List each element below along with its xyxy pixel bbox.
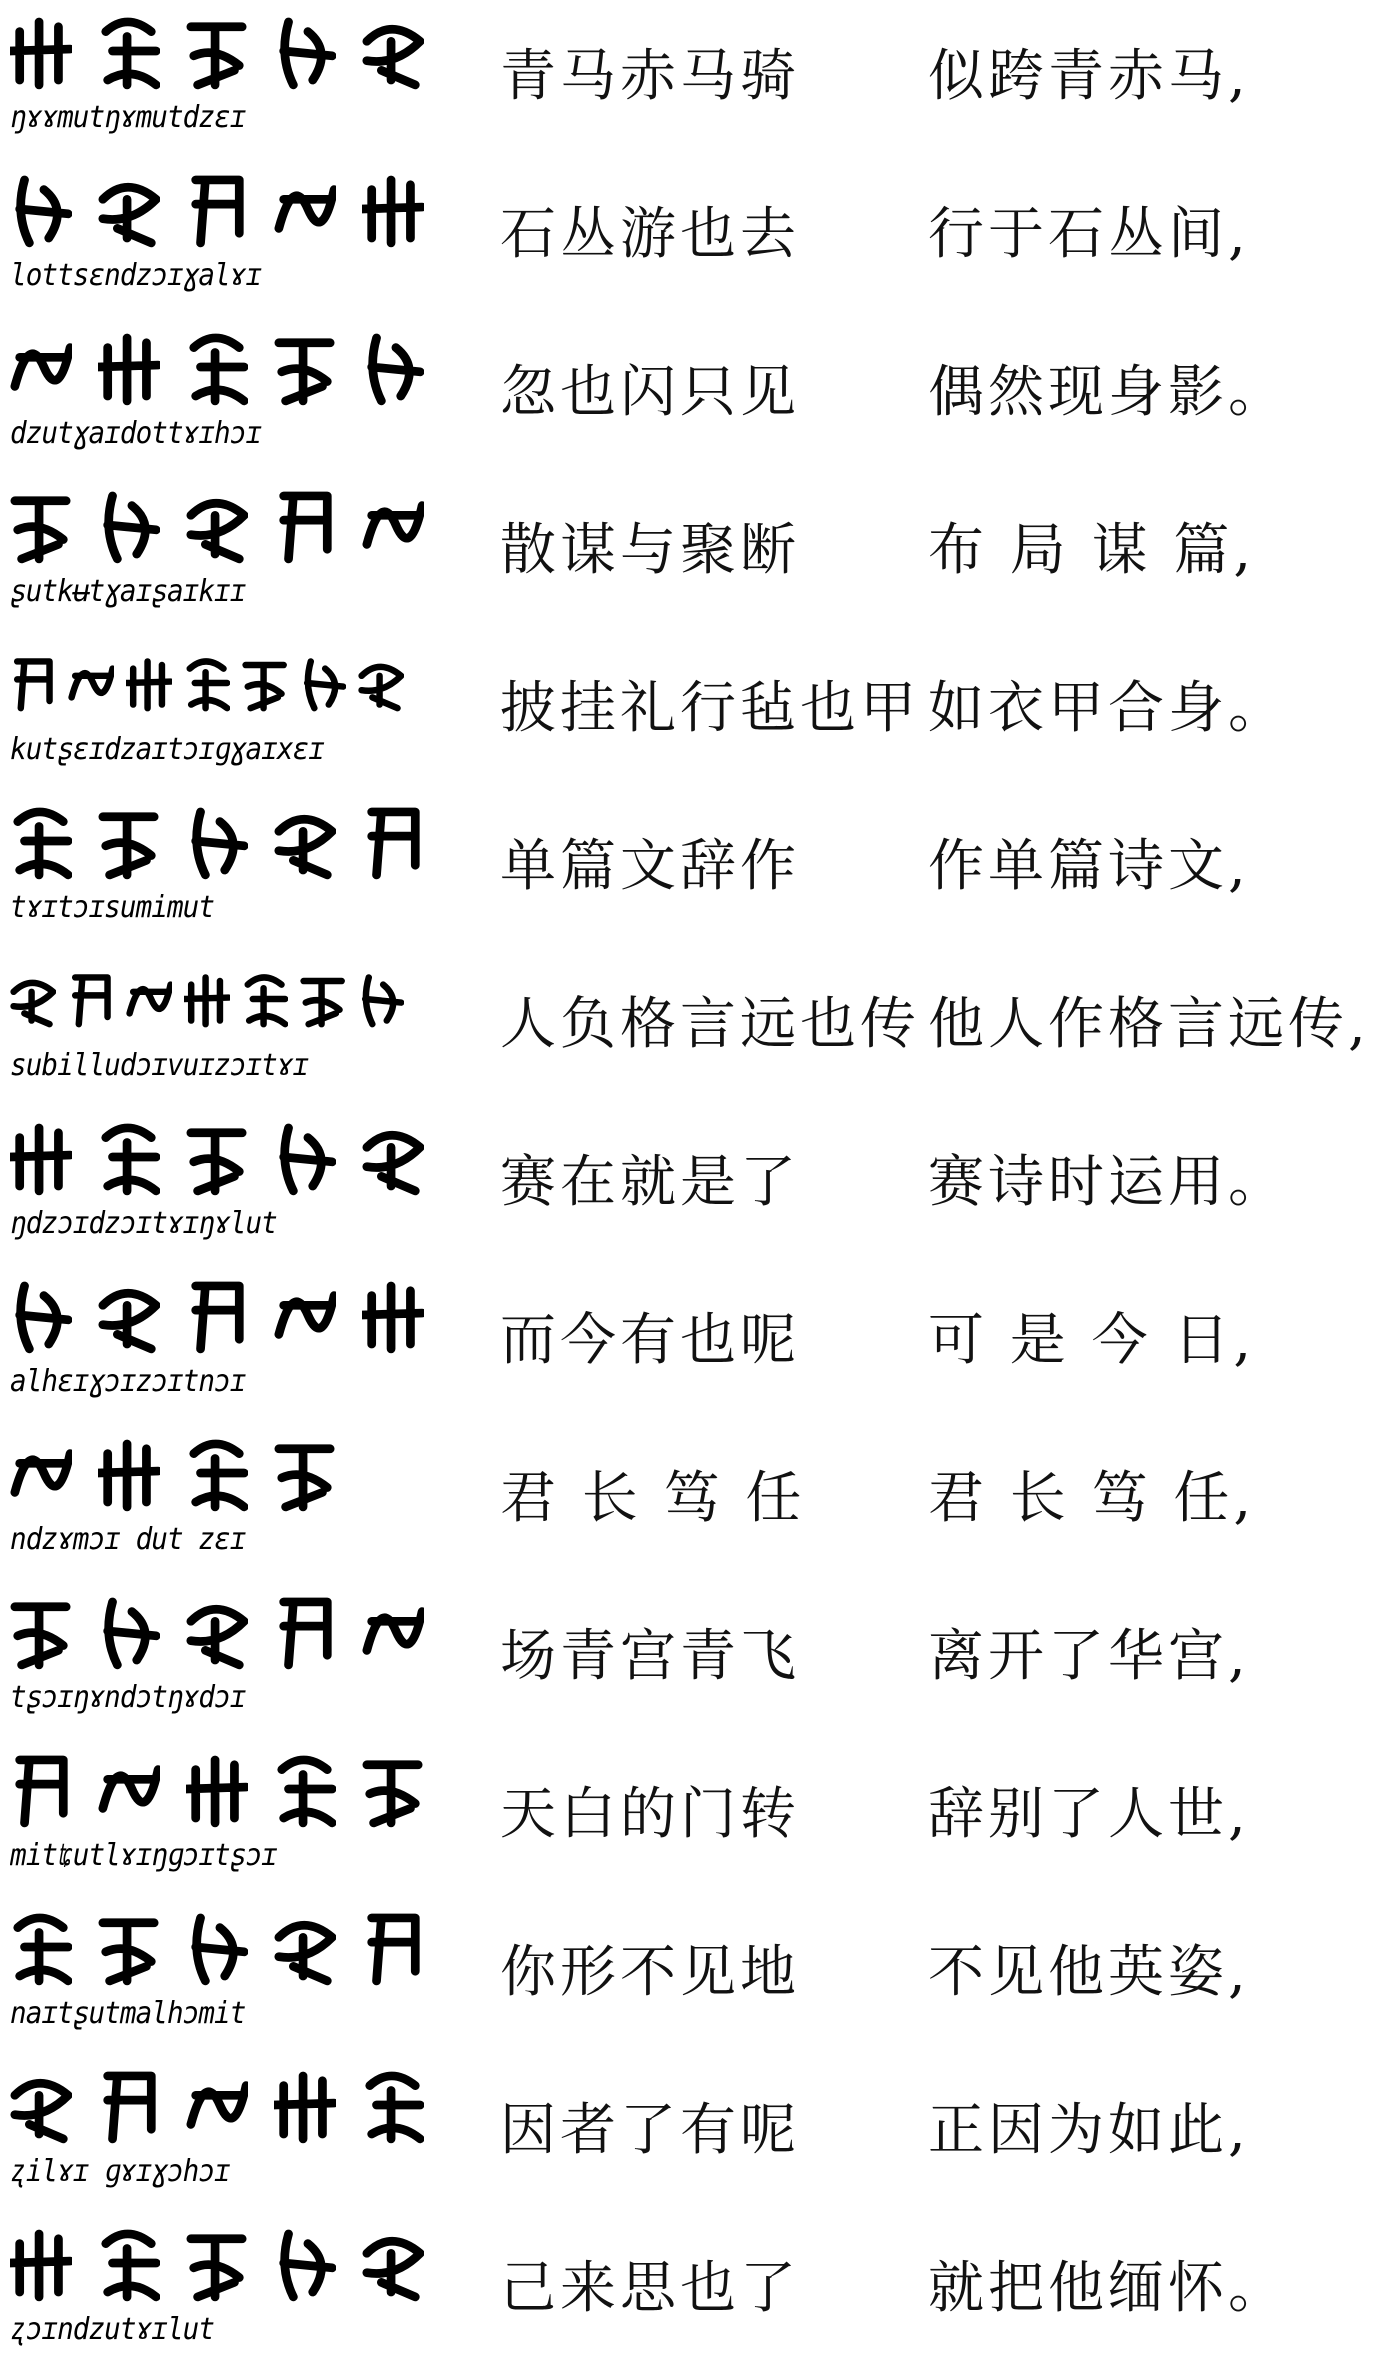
native-script-column bbox=[10, 474, 460, 632]
native-glyph bbox=[274, 1433, 336, 1513]
native-script-column bbox=[10, 2054, 460, 2212]
native-glyph bbox=[126, 959, 172, 1039]
native-glyph bbox=[10, 1907, 72, 1987]
native-glyph bbox=[10, 485, 72, 565]
native-glyph bbox=[358, 643, 404, 723]
native-glyph bbox=[184, 959, 230, 1039]
poem-line bbox=[0, 1896, 1392, 2054]
native-glyph-group bbox=[10, 166, 460, 252]
literal-gloss: 石丛游也去 bbox=[500, 202, 800, 267]
native-glyph bbox=[98, 2065, 160, 2145]
native-glyph bbox=[10, 1275, 72, 1355]
native-glyph bbox=[362, 1907, 424, 1987]
native-glyph bbox=[98, 801, 160, 881]
native-script-column bbox=[10, 632, 460, 790]
native-glyph bbox=[274, 11, 336, 91]
native-glyph bbox=[126, 643, 172, 723]
romanization: alhɛɪɣɔɪzɔɪtnɔɪ bbox=[10, 1364, 246, 1399]
free-translation: 偶然现身影。 bbox=[928, 360, 1288, 425]
native-glyph bbox=[362, 1749, 424, 1829]
poem-line bbox=[0, 0, 1392, 158]
native-glyph bbox=[98, 169, 160, 249]
romanization: ŋɤɤmutŋɤmutdzɛɪ bbox=[10, 100, 246, 135]
poem-line bbox=[0, 158, 1392, 316]
native-glyph bbox=[186, 169, 248, 249]
native-glyph bbox=[186, 2065, 248, 2145]
romanization: ʐɔɪndzutɤɪlut bbox=[10, 2312, 215, 2347]
native-glyph bbox=[10, 327, 72, 407]
native-script-column bbox=[10, 158, 460, 316]
native-script-column bbox=[10, 1896, 460, 2054]
native-glyph-group bbox=[10, 1746, 460, 1832]
literal-gloss: 赛在就是了 bbox=[500, 1150, 800, 1215]
native-glyph bbox=[186, 2223, 248, 2303]
poem-line bbox=[0, 2054, 1392, 2212]
native-glyph bbox=[242, 643, 288, 723]
poem-line bbox=[0, 1738, 1392, 1896]
native-glyph bbox=[10, 643, 56, 723]
free-translation: 他人作格言远传, bbox=[928, 992, 1370, 1057]
literal-gloss: 散谋与聚断 bbox=[500, 518, 800, 583]
poem-line bbox=[0, 1422, 1392, 1580]
native-glyph bbox=[362, 801, 424, 881]
native-glyph bbox=[274, 169, 336, 249]
romanization: kutʂɛɪdzaɪtɔɪɡɣaɪxɛɪ bbox=[10, 732, 324, 767]
native-glyph bbox=[242, 959, 288, 1039]
native-script-column bbox=[10, 2212, 460, 2370]
native-glyph-group bbox=[10, 1114, 460, 1200]
native-glyph bbox=[98, 1907, 160, 1987]
native-glyph bbox=[186, 327, 248, 407]
native-script-column bbox=[10, 1738, 460, 1896]
native-glyph bbox=[186, 1591, 248, 1671]
native-glyph bbox=[98, 1433, 160, 1513]
native-glyph bbox=[274, 2065, 336, 2145]
native-script-column bbox=[10, 316, 460, 474]
romanization: lottsɛndzɔɪɣalɤɪ bbox=[10, 258, 262, 293]
romanization: ŋdzɔɪdzɔɪtɤɪŋɤlut bbox=[10, 1206, 277, 1241]
native-glyph bbox=[362, 2065, 424, 2145]
native-glyph-group bbox=[10, 324, 460, 410]
romanization: ʂutkʉtɣaɪʂaɪkɪɪ bbox=[10, 574, 246, 609]
romanization: tɤɪtɔɪsumimut bbox=[10, 890, 215, 925]
native-glyph bbox=[358, 959, 404, 1039]
native-glyph bbox=[98, 1749, 160, 1829]
poem-line bbox=[0, 2212, 1392, 2370]
native-glyph bbox=[98, 1275, 160, 1355]
poem-line bbox=[0, 474, 1392, 632]
native-glyph bbox=[98, 327, 160, 407]
native-glyph bbox=[362, 1275, 424, 1355]
romanization: ʐilɤɪ ɡɤɪɣɔhɔɪ bbox=[10, 2154, 230, 2189]
native-glyph-group bbox=[10, 1588, 460, 1674]
literal-gloss: 君 长 笃 任 bbox=[500, 1466, 806, 1531]
native-glyph bbox=[10, 1433, 72, 1513]
native-glyph bbox=[10, 2065, 72, 2145]
native-glyph bbox=[274, 1117, 336, 1197]
literal-gloss: 忽也闪只见 bbox=[500, 360, 800, 425]
native-glyph-group bbox=[10, 8, 460, 94]
native-script-column bbox=[10, 1580, 460, 1738]
native-script-column bbox=[10, 790, 460, 948]
native-glyph bbox=[362, 169, 424, 249]
romanization: tʂɔɪŋɤndɔtŋɤdɔɪ bbox=[10, 1680, 246, 1715]
poem-line bbox=[0, 632, 1392, 790]
native-glyph bbox=[184, 643, 230, 723]
native-script-column bbox=[10, 1264, 460, 1422]
native-glyph bbox=[10, 1749, 72, 1829]
native-glyph bbox=[186, 1433, 248, 1513]
romanization: naɪtʂutmalhɔmit bbox=[10, 1996, 246, 2031]
native-glyph bbox=[362, 327, 424, 407]
romanization: subilludɔɪvuɪzɔɪtɤɪ bbox=[10, 1048, 309, 1083]
native-glyph bbox=[186, 1117, 248, 1197]
poem-line bbox=[0, 1264, 1392, 1422]
romanization: mitʨutlɤɪŋɡɔɪtʂɔɪ bbox=[10, 1838, 277, 1873]
native-glyph-group bbox=[10, 1430, 460, 1516]
native-glyph bbox=[274, 1591, 336, 1671]
literal-gloss: 你形不见地 bbox=[500, 1940, 800, 2005]
native-glyph bbox=[274, 485, 336, 565]
native-glyph bbox=[274, 2223, 336, 2303]
literal-gloss: 单篇文辞作 bbox=[500, 834, 800, 899]
native-glyph-group bbox=[10, 2220, 460, 2306]
native-glyph bbox=[186, 11, 248, 91]
native-glyph bbox=[186, 1907, 248, 1987]
native-glyph bbox=[274, 327, 336, 407]
literal-gloss: 青马赤马骑 bbox=[500, 44, 800, 109]
native-glyph-group bbox=[10, 1272, 460, 1358]
poem-line bbox=[0, 316, 1392, 474]
free-translation: 君 长 笃 任, bbox=[928, 1466, 1256, 1531]
native-script-column bbox=[10, 1422, 460, 1580]
native-glyph bbox=[10, 959, 56, 1039]
free-translation: 可 是 今 日, bbox=[928, 1308, 1256, 1373]
free-translation: 辞别了人世, bbox=[928, 1782, 1250, 1847]
native-glyph-group bbox=[10, 956, 460, 1042]
native-glyph bbox=[98, 485, 160, 565]
native-glyph bbox=[274, 1907, 336, 1987]
literal-gloss: 人负格言远也传 bbox=[500, 992, 920, 1057]
free-translation: 如衣甲合身。 bbox=[928, 676, 1288, 741]
native-glyph bbox=[68, 959, 114, 1039]
romanization: dzutɣaɪdottɤɪhɔɪ bbox=[10, 416, 262, 451]
romanization: ndzɤmɔɪ dut zɛɪ bbox=[10, 1522, 246, 1557]
native-glyph-group bbox=[10, 798, 460, 884]
free-translation: 布 局 谋 篇, bbox=[928, 518, 1256, 583]
free-translation: 作单篇诗文, bbox=[928, 834, 1250, 899]
literal-gloss: 而今有也呢 bbox=[500, 1308, 800, 1373]
native-glyph-group bbox=[10, 640, 460, 726]
literal-gloss: 天白的门转 bbox=[500, 1782, 800, 1847]
native-glyph bbox=[186, 1275, 248, 1355]
native-glyph bbox=[10, 169, 72, 249]
native-glyph bbox=[10, 801, 72, 881]
native-glyph bbox=[362, 1117, 424, 1197]
native-glyph bbox=[68, 643, 114, 723]
native-glyph bbox=[186, 1749, 248, 1829]
native-glyph bbox=[10, 1591, 72, 1671]
free-translation: 似跨青赤马, bbox=[928, 44, 1250, 109]
free-translation: 不见他英姿, bbox=[928, 1940, 1250, 2005]
native-glyph bbox=[98, 1591, 160, 1671]
poem-line bbox=[0, 948, 1392, 1106]
free-translation: 就把他缅怀。 bbox=[928, 2256, 1288, 2321]
native-glyph bbox=[274, 1275, 336, 1355]
native-glyph-group bbox=[10, 482, 460, 568]
native-glyph bbox=[362, 2223, 424, 2303]
native-script-column bbox=[10, 1106, 460, 1264]
free-translation: 离开了华宫, bbox=[928, 1624, 1250, 1689]
native-glyph bbox=[10, 11, 72, 91]
native-glyph bbox=[186, 801, 248, 881]
native-glyph bbox=[362, 485, 424, 565]
literal-gloss: 披挂礼行毡也甲 bbox=[500, 676, 920, 741]
native-glyph-group bbox=[10, 1904, 460, 1990]
free-translation: 行于石丛间, bbox=[928, 202, 1250, 267]
native-glyph bbox=[10, 2223, 72, 2303]
free-translation: 赛诗时运用。 bbox=[928, 1150, 1288, 1215]
literal-gloss: 因者了有呢 bbox=[500, 2098, 800, 2163]
native-glyph bbox=[98, 11, 160, 91]
native-glyph bbox=[98, 2223, 160, 2303]
native-script-column bbox=[10, 0, 460, 158]
native-glyph bbox=[10, 1117, 72, 1197]
native-glyph bbox=[300, 959, 346, 1039]
native-glyph bbox=[362, 11, 424, 91]
native-glyph bbox=[186, 485, 248, 565]
native-glyph bbox=[98, 1117, 160, 1197]
literal-gloss: 场青宫青飞 bbox=[500, 1624, 800, 1689]
free-translation: 正因为如此, bbox=[928, 2098, 1250, 2163]
native-glyph bbox=[362, 1591, 424, 1671]
native-glyph bbox=[274, 801, 336, 881]
native-script-column bbox=[10, 948, 460, 1106]
native-glyph-group bbox=[10, 2062, 460, 2148]
native-glyph bbox=[274, 1749, 336, 1829]
poem-line bbox=[0, 1580, 1392, 1738]
native-glyph bbox=[300, 643, 346, 723]
poem-line bbox=[0, 1106, 1392, 1264]
poem-line bbox=[0, 790, 1392, 948]
literal-gloss: 己来思也了 bbox=[500, 2256, 800, 2321]
